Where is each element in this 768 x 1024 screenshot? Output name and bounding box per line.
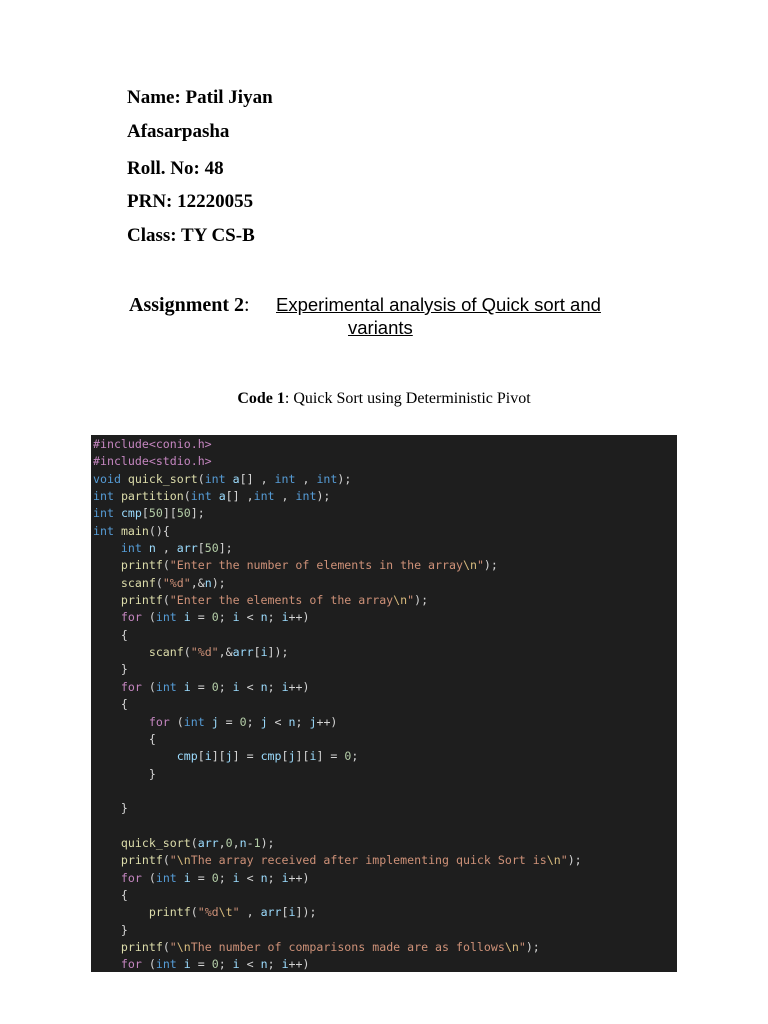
code-token: n	[204, 575, 212, 590]
code-token: (	[169, 714, 184, 729]
code-token: partition	[120, 489, 184, 504]
code-token: for	[120, 610, 142, 625]
code-token: #include<stdio.h>	[93, 454, 212, 469]
code-token: int	[155, 679, 177, 694]
code-token	[93, 957, 121, 971]
code-token: 0	[211, 610, 219, 625]
code-token: );	[337, 471, 352, 486]
code-token: ,	[274, 489, 296, 504]
code-token: ][	[162, 506, 177, 521]
code-token: ++)	[288, 610, 310, 625]
code-token	[177, 957, 184, 971]
code-token: ,	[239, 905, 261, 920]
code-token: =	[190, 610, 212, 625]
code-token	[177, 871, 184, 885]
code-token: int	[93, 523, 114, 538]
code-token: 0	[211, 679, 219, 694]
assignment-colon: :	[244, 294, 250, 316]
code-token: =	[190, 679, 212, 694]
code-token: (	[162, 593, 170, 608]
code-token: int	[93, 506, 114, 521]
code-token: "	[518, 939, 526, 954]
code-token: {	[93, 697, 128, 712]
code-token	[93, 680, 121, 694]
code-token: ,	[295, 471, 317, 486]
code-token: {	[93, 627, 128, 642]
code-token: "	[232, 905, 240, 920]
code-token: i	[309, 749, 317, 764]
code-token: =	[190, 957, 212, 972]
code-token: i	[281, 957, 289, 972]
code-token: int	[190, 489, 212, 504]
code-token	[93, 905, 149, 919]
code-caption-text: : Quick Sort using Deterministic Pivot	[284, 390, 531, 407]
code-token: (){	[148, 523, 170, 538]
code-token: (	[141, 870, 156, 885]
code-token: \n	[462, 558, 477, 573]
code-token: [	[197, 749, 205, 764]
code-token: [	[281, 905, 289, 920]
code-token: -	[246, 835, 254, 850]
code-token: 1	[253, 835, 261, 850]
code-token: arr	[176, 541, 198, 556]
code-line	[93, 592, 582, 609]
code-token: );	[211, 575, 226, 590]
code-token	[93, 645, 149, 659]
code-token: printf	[120, 939, 163, 954]
code-token: int	[295, 489, 317, 504]
code-token: ,	[232, 835, 240, 850]
code-token: cmp	[260, 749, 282, 764]
code-token: (	[141, 610, 156, 625]
code-token: ;	[267, 870, 282, 885]
code-token: int	[155, 610, 177, 625]
code-token: main	[120, 523, 149, 538]
code-token: ,	[218, 835, 226, 850]
code-token: cmp	[176, 749, 198, 764]
code-token: {	[93, 887, 128, 902]
code-token: \t	[218, 905, 233, 920]
code-token: printf	[120, 558, 163, 573]
code-token: n	[148, 541, 156, 556]
code-token: i	[232, 679, 240, 694]
code-token: =	[218, 714, 240, 729]
code-caption-label: Code 1	[237, 390, 285, 407]
code-token	[212, 489, 219, 503]
code-token: ;	[218, 957, 233, 972]
code-token: (	[183, 489, 191, 504]
code-token: i	[260, 645, 268, 660]
code-token	[93, 576, 121, 590]
code-line	[93, 471, 582, 488]
code-token: i	[204, 749, 212, 764]
code-token: i	[281, 610, 289, 625]
code-token: ,	[155, 541, 177, 556]
roll-number: Roll. No: 48	[127, 158, 224, 179]
code-token: ][	[211, 749, 226, 764]
code-line	[93, 835, 582, 852]
class-name: Class: TY CS-B	[127, 225, 255, 246]
code-token: ] =	[316, 749, 345, 764]
code-token: i	[281, 870, 289, 885]
code-token: n	[260, 870, 268, 885]
code-token: n	[260, 610, 268, 625]
code-token: printf	[148, 905, 191, 920]
student-name-continued: Afasarpasha	[127, 121, 230, 142]
prn-number: PRN: 12220055	[127, 191, 254, 212]
code-token: ][	[295, 749, 310, 764]
code-token: i	[183, 870, 191, 885]
code-line	[93, 714, 582, 731]
student-name: Name: Patil Jiyan	[127, 87, 273, 108]
code-token: <	[239, 957, 261, 972]
code-token: int	[316, 471, 338, 486]
code-token: "%d	[197, 905, 219, 920]
code-token: [	[253, 645, 261, 660]
code-token	[114, 524, 121, 538]
code-token: i	[288, 905, 296, 920]
code-token: 0	[344, 749, 352, 764]
code-token: "	[169, 939, 177, 954]
code-line	[93, 505, 582, 522]
code-token	[93, 558, 121, 572]
code-line	[93, 800, 582, 817]
code-token: (	[141, 679, 156, 694]
code-token: ,&	[218, 645, 233, 660]
code-token: ++)	[288, 957, 310, 972]
code-token: }	[93, 662, 128, 677]
code-token: j	[260, 714, 268, 729]
code-token: for	[120, 679, 142, 694]
code-token: ];	[218, 541, 233, 556]
code-token: );	[316, 489, 331, 504]
code-token: printf	[120, 853, 163, 868]
code-token: scanf	[120, 575, 156, 590]
assignment-label: Assignment 2	[129, 294, 245, 316]
code-token: 50	[176, 506, 191, 521]
code-token: i	[183, 957, 191, 972]
code-token: n	[260, 679, 268, 694]
code-line	[93, 783, 582, 800]
code-token: quick_sort	[127, 471, 198, 486]
code-token: The number of comparisons made are as follows	[190, 939, 505, 954]
code-line	[93, 939, 582, 956]
code-token: ;	[246, 714, 261, 729]
code-token: ++)	[288, 679, 310, 694]
code-line	[93, 488, 582, 505]
code-token: <	[267, 714, 289, 729]
code-token: [	[281, 749, 289, 764]
code-token	[93, 836, 121, 850]
code-token: (	[162, 939, 170, 954]
code-token: i	[232, 610, 240, 625]
code-line	[93, 766, 582, 783]
code-token: void	[93, 471, 121, 486]
code-token: (	[197, 471, 205, 486]
code-line	[93, 523, 582, 540]
code-token: <	[239, 679, 261, 694]
code-screenshot	[91, 435, 677, 972]
code-token: [	[141, 506, 149, 521]
code-token: );	[483, 558, 498, 573]
code-line	[93, 627, 582, 644]
code-line	[93, 453, 582, 470]
code-token: a	[232, 471, 240, 486]
code-token: [] ,	[225, 489, 254, 504]
code-token	[226, 472, 233, 486]
code-line	[93, 922, 582, 939]
code-token: i	[232, 957, 240, 972]
code-line	[93, 661, 582, 678]
code-token: i	[183, 679, 191, 694]
assignment-label-group	[129, 293, 250, 317]
code-token: (	[141, 957, 156, 972]
code-token: printf	[120, 593, 163, 608]
code-token: #include<conio.h>	[93, 437, 212, 451]
code-token: "%d"	[190, 645, 219, 660]
code-token	[114, 506, 121, 520]
code-token	[93, 940, 121, 954]
code-token: for	[120, 870, 142, 885]
code-token: ;	[267, 610, 282, 625]
code-token: \n	[546, 853, 561, 868]
code-token: ;	[295, 714, 310, 729]
code-line	[93, 644, 582, 661]
code-token	[177, 680, 184, 694]
code-token: int	[93, 489, 114, 504]
code-token	[93, 715, 149, 729]
code-token: ;	[267, 679, 282, 694]
code-token	[93, 593, 121, 607]
code-token	[121, 472, 128, 486]
code-token: ;	[218, 679, 233, 694]
code-token: ];	[190, 506, 205, 521]
code-token: for	[120, 957, 142, 972]
code-token: (	[183, 645, 191, 660]
code-token: 0	[239, 714, 247, 729]
code-token: ,&	[190, 575, 205, 590]
code-token: 50	[204, 541, 219, 556]
code-line	[93, 557, 582, 574]
code-token	[93, 853, 121, 867]
code-token: The array received after implementing quick Sort is	[190, 853, 547, 868]
code-token: j	[309, 714, 317, 729]
code-token: n	[239, 835, 247, 850]
code-token: [] ,	[239, 471, 275, 486]
code-token: quick_sort	[120, 835, 191, 850]
code-token: "	[476, 558, 484, 573]
code-token: "	[560, 853, 568, 868]
code-token: "	[169, 853, 177, 868]
code-token: (	[155, 575, 163, 590]
code-token: 0	[211, 870, 219, 885]
code-token	[93, 871, 121, 885]
code-token: int	[155, 870, 177, 885]
code-token: i	[281, 679, 289, 694]
code-token: <	[239, 870, 261, 885]
code-line	[93, 904, 582, 921]
code-line	[93, 731, 582, 748]
code-token: 50	[148, 506, 163, 521]
code-line	[93, 436, 582, 453]
code-token: [	[197, 541, 205, 556]
code-token: n	[288, 714, 296, 729]
code-token	[142, 541, 149, 555]
code-token: \n	[393, 593, 408, 608]
code-token: ++)	[316, 714, 338, 729]
code-line	[93, 609, 582, 626]
code-token	[93, 541, 121, 555]
code-token: "Enter the number of elements in the array	[169, 558, 463, 573]
code-token: n	[260, 957, 268, 972]
code-token	[93, 749, 177, 763]
code-token: }	[93, 801, 128, 816]
code-token: 0	[211, 957, 219, 972]
code-token: i	[183, 610, 191, 625]
code-token: ++)	[288, 870, 310, 885]
code-token: );	[525, 939, 540, 954]
code-token: int	[274, 471, 296, 486]
code-token	[205, 715, 212, 729]
code-token: );	[567, 853, 582, 868]
code-token: int	[155, 957, 177, 972]
code-token: arr	[197, 835, 219, 850]
assignment-title-line-1: Experimental analysis of Quick sort and	[276, 294, 601, 315]
code-token: ;	[218, 870, 233, 885]
code-line	[93, 852, 582, 869]
code-token	[114, 489, 121, 503]
code-token: (	[162, 558, 170, 573]
code-token: }	[93, 766, 156, 781]
code-token: for	[148, 714, 170, 729]
assignment-title-line-2: variants	[348, 317, 413, 338]
code-token: (	[190, 835, 198, 850]
code-token: int	[183, 714, 205, 729]
code-token: );	[414, 593, 429, 608]
code-line	[93, 870, 582, 887]
code-token: "Enter the elements of the array	[169, 593, 394, 608]
code-token: scanf	[148, 645, 184, 660]
code-token: "	[407, 593, 415, 608]
code-token: 0	[225, 835, 233, 850]
code-line	[93, 818, 582, 835]
code-token: (	[190, 905, 198, 920]
code-token: a	[218, 489, 226, 504]
code-token: j	[225, 749, 233, 764]
code-token: ] =	[232, 749, 261, 764]
code-token: );	[260, 835, 275, 850]
code-line	[93, 748, 582, 765]
code-token: }	[93, 922, 128, 937]
code-token: "%d"	[162, 575, 191, 590]
code-line	[93, 540, 582, 557]
code-token: arr	[260, 905, 282, 920]
code-token: j	[211, 714, 219, 729]
code-token: arr	[232, 645, 254, 660]
code-token: ;	[267, 957, 282, 972]
code-token: ;	[351, 749, 359, 764]
code-caption	[0, 389, 768, 409]
code-line	[93, 696, 582, 713]
code-token: (	[162, 853, 170, 868]
code-token: <	[239, 610, 261, 625]
code-line	[93, 887, 582, 904]
code-block	[93, 436, 582, 972]
code-token	[177, 610, 184, 624]
code-line	[93, 679, 582, 696]
code-token: \n	[176, 939, 191, 954]
code-token: \n	[176, 853, 191, 868]
code-token: {	[93, 731, 156, 746]
code-token: ]);	[267, 645, 289, 660]
code-token: ]);	[295, 905, 317, 920]
code-token: i	[232, 870, 240, 885]
code-token: =	[190, 870, 212, 885]
code-token	[93, 610, 121, 624]
code-token: int	[204, 471, 226, 486]
code-line	[93, 956, 582, 972]
code-token: \n	[504, 939, 519, 954]
code-token: int	[120, 541, 142, 556]
code-token: int	[253, 489, 275, 504]
assignment-title	[276, 293, 656, 339]
code-token: j	[288, 749, 296, 764]
code-line	[93, 575, 582, 592]
code-token: ;	[218, 610, 233, 625]
code-token: cmp	[120, 506, 142, 521]
